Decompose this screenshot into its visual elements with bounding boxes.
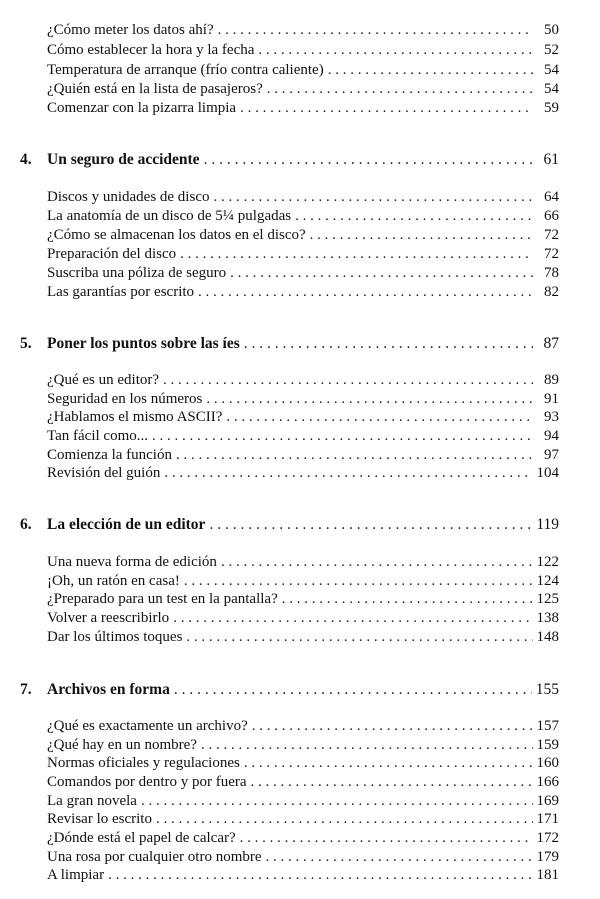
entry-title: ¿Quién está en la lista de pasajeros? [47, 81, 263, 97]
entry-page: 82 [544, 284, 559, 300]
entry-title: Dar los últimos toques [47, 629, 183, 645]
toc-entry [47, 407, 559, 427]
entry-page: 122 [536, 554, 559, 570]
dot-leader [240, 828, 533, 848]
entry-page: 93 [544, 409, 559, 425]
dot-leader [213, 187, 533, 207]
entry-page: 78 [544, 265, 559, 281]
entry-page: 64 [544, 189, 559, 205]
dot-leader [156, 809, 533, 829]
chapter-number: 5. [20, 335, 32, 352]
dot-leader [141, 791, 533, 811]
entry-title: La gran novela [47, 793, 137, 809]
entry-title: Revisar lo escrito [47, 811, 152, 827]
entry-page: 97 [544, 447, 559, 463]
chapter-number: 4. [20, 151, 32, 168]
entry-page: 50 [544, 22, 559, 38]
dot-leader [174, 680, 532, 700]
toc-entry [47, 552, 559, 572]
toc-entry [47, 608, 559, 628]
dot-leader [163, 370, 533, 390]
entry-page: 52 [544, 42, 559, 58]
entry-page: 138 [536, 610, 559, 626]
entry-page: 72 [544, 246, 559, 262]
entry-title: Tan fácil como... [47, 428, 148, 444]
toc-entry [47, 772, 559, 792]
dot-leader [240, 98, 533, 118]
entry-page: 54 [544, 81, 559, 97]
toc-entry [47, 809, 559, 829]
entry-title: A limpiar [47, 867, 105, 883]
toc-entry [47, 98, 559, 118]
chapter-number: 7. [20, 681, 32, 698]
dot-leader [258, 40, 533, 60]
toc-entry [47, 40, 559, 60]
dot-leader [295, 206, 533, 226]
entry-page: 166 [536, 774, 559, 790]
dot-leader [152, 426, 533, 446]
entry-title: ¿Cómo meter los datos ahí? [47, 22, 214, 38]
toc-entry [47, 627, 559, 647]
dot-leader [206, 389, 533, 409]
entry-title: ¿Preparado para un test en la pantalla? [47, 591, 278, 607]
dot-leader [310, 225, 533, 245]
entry-page: 54 [544, 62, 559, 78]
entry-page: 125 [536, 591, 559, 607]
toc-entry [47, 60, 559, 80]
toc-entry [47, 847, 559, 867]
dot-leader [282, 589, 533, 609]
toc-entry [47, 389, 559, 409]
toc-entry [47, 589, 559, 609]
entry-title: Suscriba una póliza de seguro [47, 265, 227, 281]
toc-entry [47, 753, 559, 773]
dot-leader [266, 847, 533, 867]
toc-entry [47, 370, 559, 390]
dot-leader [251, 772, 533, 792]
entry-page: 169 [536, 793, 559, 809]
toc-entry [47, 187, 559, 207]
entry-title: Comandos por dentro y por fuera [47, 774, 247, 790]
dot-leader [198, 282, 533, 302]
toc-entry [47, 735, 559, 755]
dot-leader [244, 334, 533, 354]
entry-page: 160 [536, 755, 559, 771]
toc-entry [47, 828, 559, 848]
entry-title: Una rosa por cualquier otro nombre [47, 849, 262, 865]
toc-entry [47, 282, 559, 302]
entry-title: ¿Cómo se almacenan los datos en el disco? [47, 227, 306, 243]
dot-leader [328, 60, 533, 80]
chapter-title: Un seguro de accidente [47, 151, 200, 168]
chapter-page: 87 [543, 335, 559, 352]
chapter-heading [20, 515, 559, 535]
dot-leader [244, 753, 533, 773]
entry-page: 157 [536, 718, 559, 734]
dot-leader [201, 735, 533, 755]
toc-entry [47, 79, 559, 99]
dot-leader [164, 463, 532, 483]
toc-entry [47, 20, 559, 40]
entry-title: ¡Oh, un ratón en casa! [47, 573, 180, 589]
dot-leader [186, 627, 532, 647]
entry-page: 59 [544, 100, 559, 116]
entry-title: Normas oficiales y regulaciones [47, 755, 240, 771]
entry-page: 91 [544, 391, 559, 407]
entry-title: ¿Qué es exactamente un archivo? [47, 718, 248, 734]
entry-page: 171 [536, 811, 559, 827]
chapter-heading [20, 334, 559, 354]
chapter-page: 155 [535, 681, 559, 698]
dot-leader [173, 608, 532, 628]
dot-leader [108, 865, 532, 885]
dot-leader [204, 150, 533, 170]
entry-page: 181 [536, 867, 559, 883]
entry-page: 159 [536, 737, 559, 753]
toc-entry [47, 426, 559, 446]
dot-leader [209, 515, 532, 535]
entry-title: Revisión del guión [47, 465, 161, 481]
entry-title: Temperatura de arranque (frío contra caliente) [47, 62, 324, 78]
entry-page: 148 [536, 629, 559, 645]
entry-title: Discos y unidades de disco [47, 189, 210, 205]
entry-title: Las garantías por escrito [47, 284, 195, 300]
entry-title: Seguridad en los números [47, 391, 203, 407]
toc-entry [47, 865, 559, 885]
chapter-title: Poner los puntos sobre las íes [47, 335, 240, 352]
entry-title: Comenzar con la pizarra limpia [47, 100, 237, 116]
chapter-title: La elección de un editor [47, 516, 206, 533]
chapter-heading [20, 680, 559, 700]
entry-page: 124 [536, 573, 559, 589]
toc-entry [47, 571, 559, 591]
dot-leader [180, 244, 533, 264]
chapter-number: 6. [20, 516, 32, 533]
entry-title: ¿Qué hay en un nombre? [47, 737, 197, 753]
dot-leader [176, 445, 533, 465]
chapter-heading [20, 150, 559, 170]
entry-title: Volver a reescribirlo [47, 610, 170, 626]
entry-page: 179 [536, 849, 559, 865]
chapter-page: 61 [543, 151, 559, 168]
entry-title: Una nueva forma de edición [47, 554, 217, 570]
toc-entry [47, 244, 559, 264]
dot-leader [226, 407, 533, 427]
dot-leader [267, 79, 533, 99]
entry-title: ¿Qué es un editor? [47, 372, 160, 388]
dot-leader [184, 571, 533, 591]
toc-entry [47, 206, 559, 226]
entry-page: 89 [544, 372, 559, 388]
entry-page: 72 [544, 227, 559, 243]
entry-title: Comienza la función [47, 447, 172, 463]
entry-page: 94 [544, 428, 559, 444]
dot-leader [218, 20, 533, 40]
chapter-page: 119 [536, 516, 559, 533]
entry-title: ¿Dónde está el papel de calcar? [47, 830, 236, 846]
entry-page: 172 [536, 830, 559, 846]
entry-title: Cómo establecer la hora y la fecha [47, 42, 255, 58]
entry-page: 104 [536, 465, 559, 481]
toc-entry [47, 791, 559, 811]
dot-leader [252, 716, 533, 736]
toc-entry [47, 263, 559, 283]
entry-title: La anatomía de un disco de 5¼ pulgadas [47, 208, 292, 224]
toc-entry [47, 225, 559, 245]
dot-leader [230, 263, 533, 283]
dot-leader [221, 552, 533, 572]
entry-title: Preparación del disco [47, 246, 177, 262]
entry-page: 66 [544, 208, 559, 224]
toc-entry [47, 463, 559, 483]
toc-entry [47, 716, 559, 736]
entry-title: ¿Hablamos el mismo ASCII? [47, 409, 223, 425]
chapter-title: Archivos en forma [47, 681, 170, 698]
toc-entry [47, 445, 559, 465]
